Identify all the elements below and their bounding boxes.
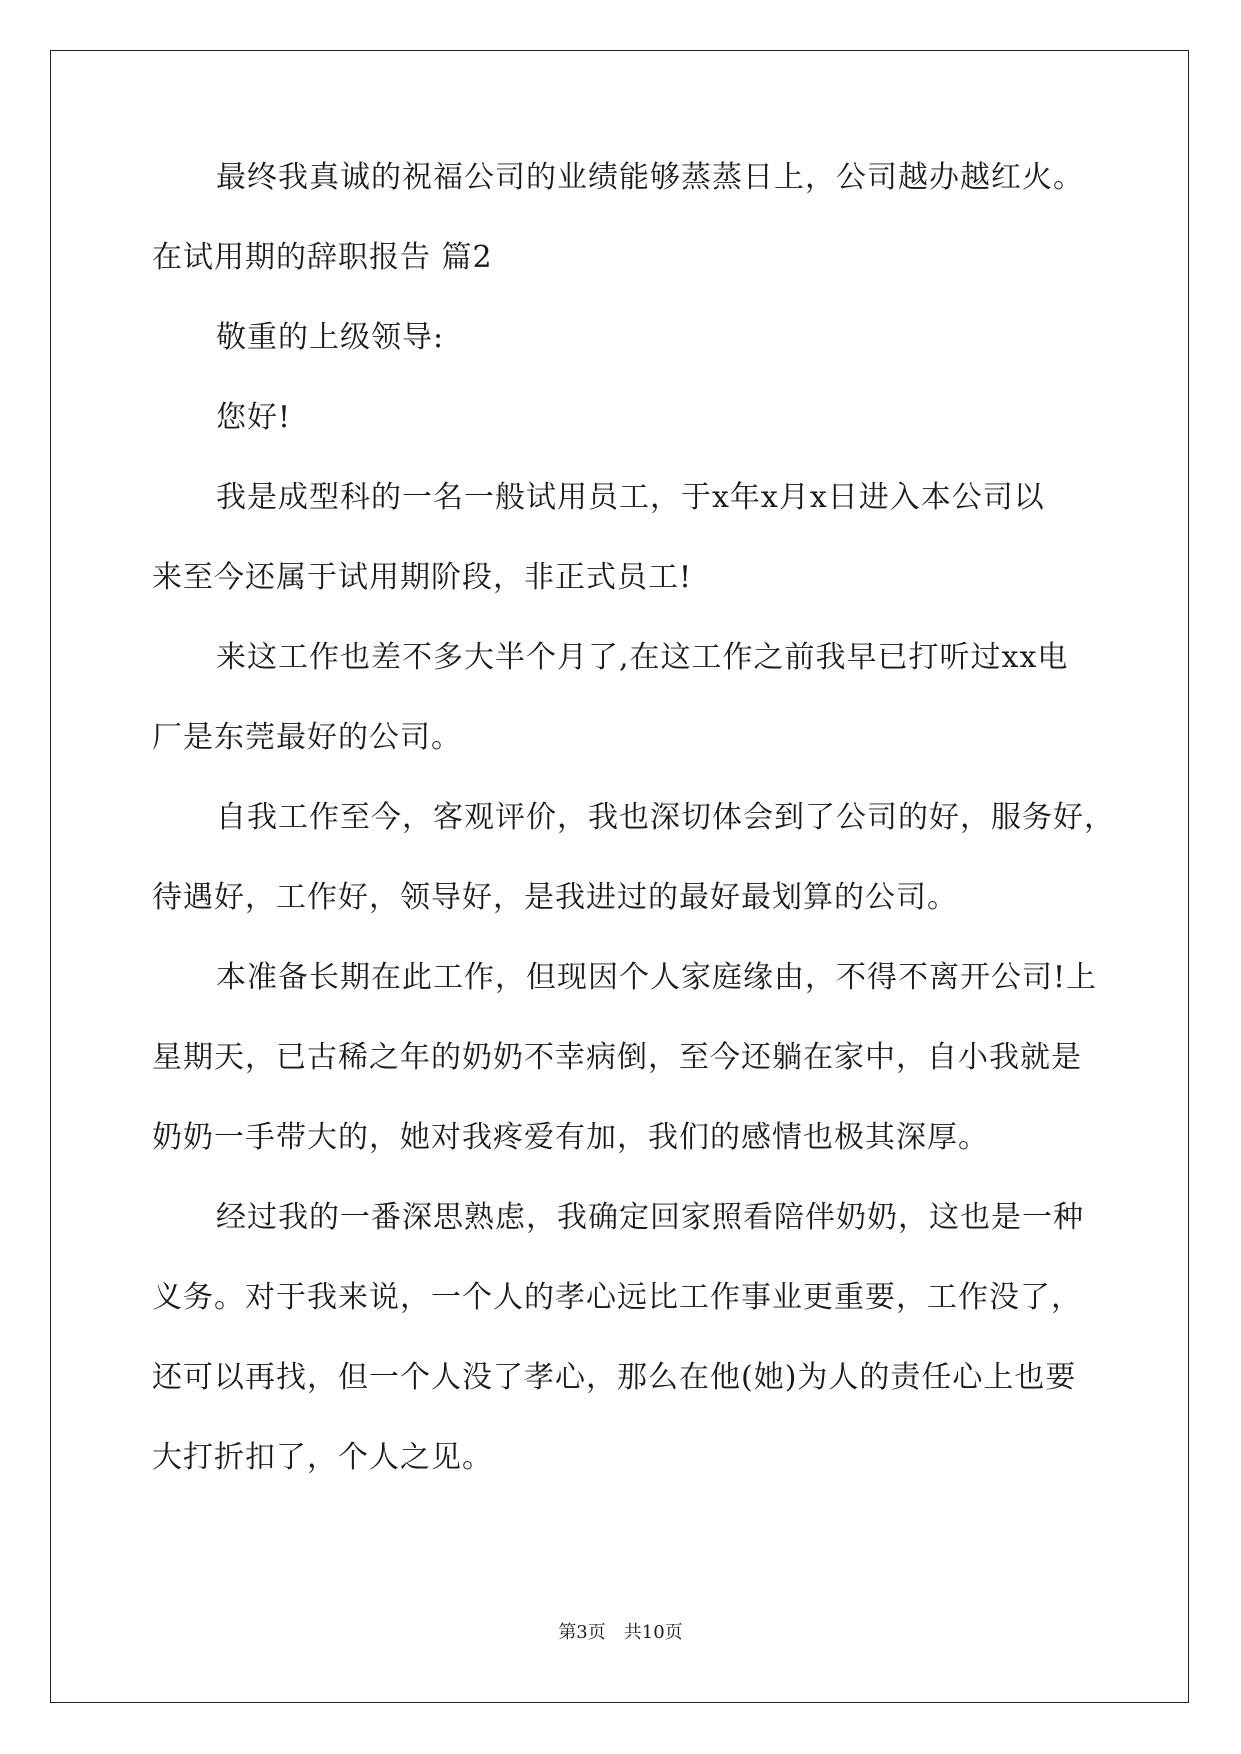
- section-heading: 在试用期的辞职报告 篇2: [152, 240, 493, 275]
- paragraph-line: 星期天，已古稀之年的奶奶不幸病倒，至今还躺在家中，自小我就是: [152, 1040, 1082, 1075]
- salutation: 敬重的上级领导:: [216, 320, 445, 355]
- paragraph-line: 自我工作至今，客观评价，我也深切体会到了公司的好，服务好，: [216, 800, 1115, 835]
- paragraph-line: 本准备长期在此工作，但现因个人家庭缘由，不得不离开公司!上: [216, 960, 1098, 995]
- page-total: 共10页: [623, 1622, 683, 1643]
- paragraph-line: 待遇好，工作好，领导好，是我进过的最好最划算的公司。: [152, 880, 958, 915]
- paragraph-line: 大打折扣了，个人之见。: [152, 1440, 493, 1475]
- paragraph-line: 义务。对于我来说，一个人的孝心远比工作事业更重要，工作没了，: [152, 1280, 1082, 1315]
- paragraph-line: 我是成型科的一名一般试用员工，于x年x月x日进入本公司以: [216, 480, 1045, 515]
- page-number: 第3页: [558, 1622, 606, 1643]
- greeting: 您好!: [216, 400, 292, 435]
- paragraph-line: 还可以再找，但一个人没了孝心，那么在他(她)为人的责任心上也要: [152, 1360, 1077, 1395]
- page-footer: [0, 1621, 1241, 1645]
- paragraph-closing-wish: 最终我真诚的祝福公司的业绩能够蒸蒸日上，公司越办越红火。: [216, 160, 1084, 195]
- paragraph-line: 来这工作也差不多大半个月了,在这工作之前我早已打听过xx电: [216, 640, 1069, 675]
- paragraph-line: 厂是东莞最好的公司。: [152, 720, 462, 755]
- paragraph-line: 来至今还属于试用期阶段，非正式员工!: [152, 560, 693, 595]
- paragraph-line: 经过我的一番深思熟虑，我确定回家照看陪伴奶奶，这也是一种: [216, 1200, 1084, 1235]
- paragraph-line: 奶奶一手带大的，她对我疼爱有加，我们的感情也极其深厚。: [152, 1120, 989, 1155]
